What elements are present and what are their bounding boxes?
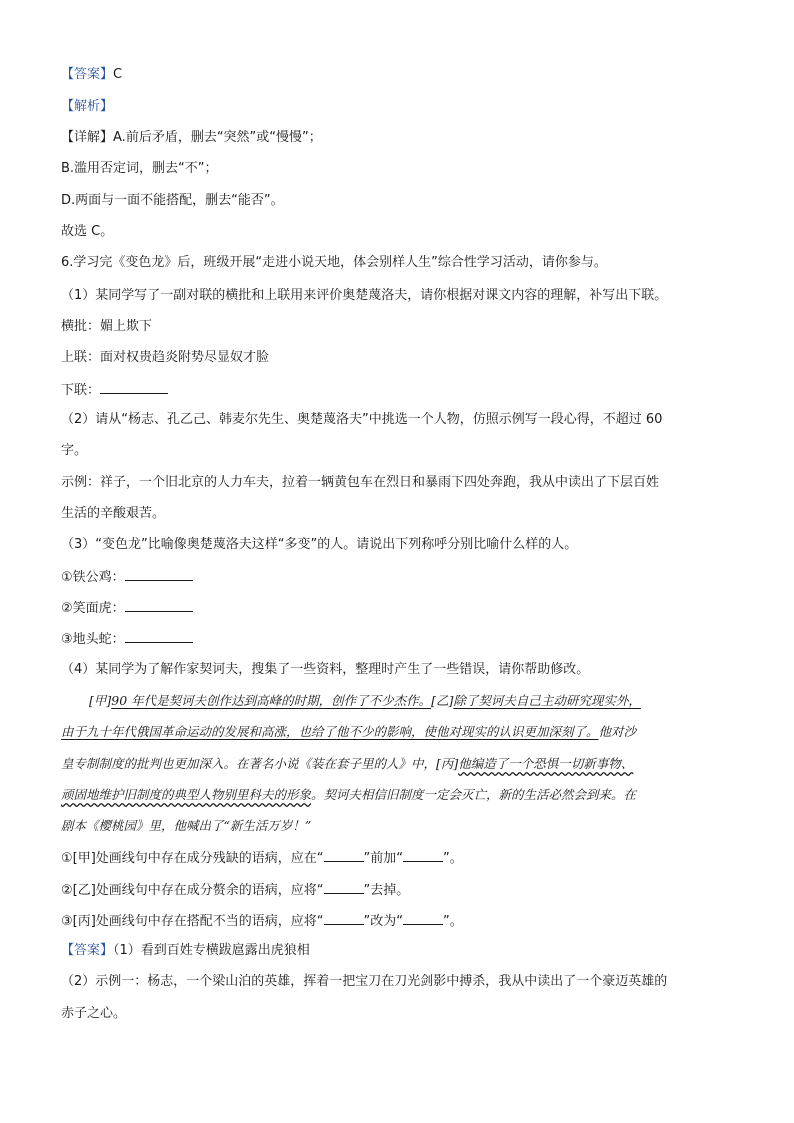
part-3: （3）“变色龙”比喻像奥楚蔑洛夫这样“多变”的人。请说出下列称呼分别比喻什么样的人。 — [61, 537, 578, 552]
shanglian-line: 上联：面对权贵趋炎附势尽显奴才脸 — [61, 350, 270, 365]
underlined-bing-cont: 顽固地维护旧制度的典型人物别里科夫的形象 — [61, 787, 312, 802]
fix-1-blank-b[interactable] — [403, 848, 443, 862]
fix-1-text: ”前加“ — [363, 851, 404, 866]
answer-2-value: （1）看到百姓专横跋扈露出虎狼相 — [113, 943, 310, 958]
analysis-label: 【解析】 — [61, 99, 114, 114]
underlined-jia: 90 年代是契诃夫创作达到高峰的时期，创作了不少杰作。 — [111, 693, 432, 708]
question-6: 6.学习完《变色龙》后，班级开展“走进小说天地，体会别样人生”综合性学习活动，请你参与。 — [61, 255, 607, 270]
detail-label: 【详解】 — [61, 130, 114, 145]
handwritten-text: 。契诃夫相信旧制度一定会灭亡，新的生活必然会到来。在 — [311, 787, 637, 802]
detail-a: A.前后矛盾，删去“突然”或“慢慢”； — [113, 130, 322, 145]
fix-1-text: ①[甲]处画线句中存在成分残缺的语病，应在“ — [61, 851, 324, 866]
answer-value: C — [113, 67, 123, 82]
term-2-label: ②笑面虎： — [61, 601, 125, 616]
handwritten-text: 他对沙 — [598, 724, 637, 739]
fix-2 — [61, 880, 409, 900]
fix-2-text: ”去掉。 — [363, 883, 410, 898]
term-1 — [61, 567, 193, 587]
fix-3-text: ”改为“ — [363, 914, 404, 929]
choice-line: 故选 C。 — [61, 224, 114, 239]
fix-1 — [61, 848, 463, 868]
handwritten-line-2 — [61, 723, 636, 741]
fix-3-text: ”。 — [443, 914, 463, 929]
example-line2: 生活的辛酸艰苦。 — [61, 506, 166, 521]
fix-1-text: ”。 — [443, 851, 463, 866]
part-4: （4）某同学为了解作家契诃夫，搜集了一些资料，整理时产生了一些错误，请你帮助修改。 — [61, 662, 590, 677]
fix-3-blank-b[interactable] — [403, 911, 443, 925]
detail-line — [61, 129, 322, 147]
fix-3-text: ③[丙]处画线句中存在搭配不当的语病，应将“ — [61, 914, 324, 929]
answer-2-line — [61, 942, 310, 960]
fix-3-blank-a[interactable] — [324, 911, 364, 925]
fix-1-blank-a[interactable] — [324, 848, 364, 862]
answer-2-label: 【答案】 — [61, 943, 114, 958]
term-2 — [61, 598, 193, 618]
answer-2-line-2: （2）示例一：杨志，一个梁山泊的英雄，挥着一把宝刀在刀光剑影中搏杀，我从中读出了一个豪迈英雄的 — [61, 974, 668, 989]
xialian-label: 下联： — [61, 383, 101, 398]
underlined-yi: 除了契诃夫自己主动研究现实外， — [453, 693, 641, 708]
part-2-line1: （2）请从“杨志、孔乙己、韩麦尔先生、奥楚蔑洛夫”中挑选一个人物，仿照示例写一段心得，不超过 60 — [61, 412, 663, 427]
term-3-blank[interactable] — [125, 629, 193, 643]
handwritten-line-4 — [61, 786, 636, 804]
term-3-label: ③地头蛇： — [61, 632, 125, 647]
handwritten-line-3 — [61, 755, 633, 773]
hengpi-line: 横批：媚上欺下 — [61, 319, 153, 334]
term-2-blank[interactable] — [125, 598, 193, 612]
term-1-label: ①铁公鸡： — [61, 570, 125, 585]
part-1: （1）某同学写了一副对联的横批和上联用来评价奥楚蔑洛夫，请你根据对课文内容的理解，补写出下联。 — [61, 288, 668, 303]
example-line1: 示例：祥子，一个旧北京的人力车夫，拉着一辆黄包车在烈日和暴雨下四处奔跑，我从中读出了下层百姓 — [61, 475, 660, 490]
handwritten-line-5: 剧本《樱桃园》里，他喊出了“新生活万岁！” — [61, 818, 312, 833]
fix-2-text: ②[乙]处画线句中存在成分赘余的语病，应将“ — [61, 883, 324, 898]
underlined-yi-cont: 由于九十年代俄国革命运动的发展和高涨，也给了他不少的影响，使他对现实的认识更加深刻了。 — [61, 724, 599, 739]
xialian-blank[interactable] — [100, 380, 168, 394]
fix-3 — [61, 911, 463, 931]
handwritten-text: 皇专制制度的批判也更加深入。在著名小说《装在套子里的人》中，[丙] — [61, 756, 459, 771]
option-d: D.两面与一面不能搭配，删去“能否”。 — [61, 193, 284, 208]
handwritten-line-1 — [89, 692, 641, 710]
option-b: B.滥用否定词，删去“不”； — [61, 161, 218, 176]
underlined-bing: 他编造了一个恐惧一切新事物、 — [458, 756, 634, 771]
term-1-blank[interactable] — [125, 567, 193, 581]
mark-jia: [甲] — [89, 693, 112, 708]
part-2-line2: 字。 — [61, 443, 88, 458]
xialian-line — [61, 380, 168, 400]
fix-2-blank[interactable] — [324, 880, 364, 894]
answer-2-line-3: 赤子之心。 — [61, 1006, 127, 1021]
answer-label: 【答案】 — [61, 67, 114, 82]
answer-line — [61, 66, 122, 84]
term-3 — [61, 629, 193, 649]
mark-yi: [乙] — [431, 693, 454, 708]
